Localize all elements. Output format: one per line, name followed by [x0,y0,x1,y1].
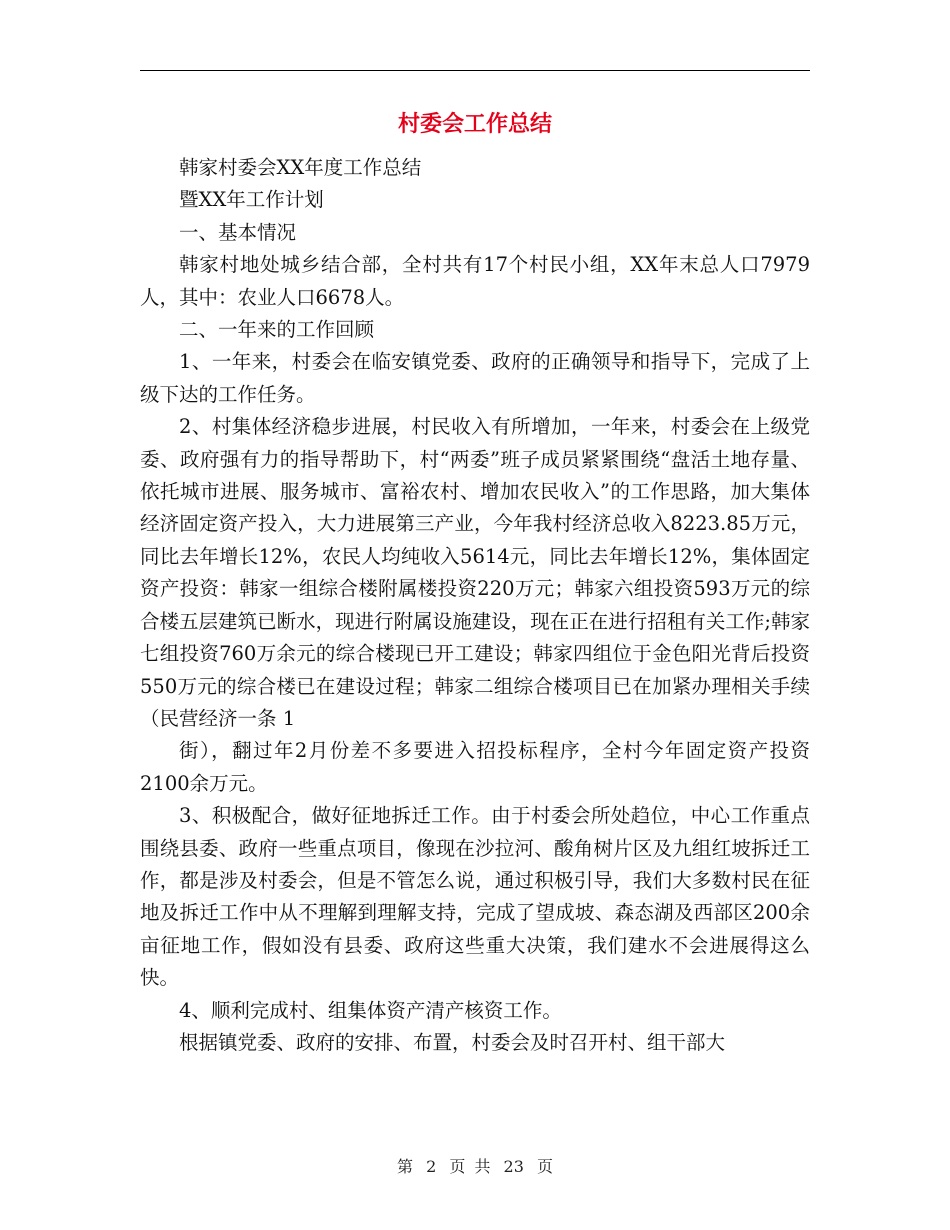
footer-total-pages: 23 [503,1157,524,1176]
document-body [140,152,810,1059]
paragraph: 一、基本情况 [179,220,297,244]
paragraph: 1、一年来，村委会在临安镇党委、政府的正确领导和指导下，完成了上级下达的工作任务。 [140,350,810,406]
paragraph: 街），翻过年2月份差不多要进入招投标程序，全村今年固定资产投资2100余万元。 [140,739,810,795]
paragraph: 韩家村委会XX年度工作总结 [179,156,422,179]
header-rule [140,70,810,71]
footer-suffix: 页 [537,1157,554,1176]
page-footer [0,1154,950,1177]
paragraph: 根据镇党委、政府的安排、布置，村委会及时召开村、组干部大 [179,1030,726,1054]
paragraph: 3、积极配合，做好征地拆迁工作。由于村委会所处趋位，中心工作重点围绕县委、政府一些重点项目，像现在沙拉河、酸角树片区及九组红坡拆迁工作，都是涉及村委会，但是不管怎么说，通过积极引导，我们大多数村民在征地及拆迁工作中从不理解到理解支持，完成了望成坡、森态湖及西部区200余亩征地工作，假如没有县委、政府这些重大决策，我们建水不会进展得这么快。 [140,804,810,990]
footer-page-number: 2 [426,1157,437,1176]
document-title: 村委会工作总结 [397,112,552,137]
paragraph: 4、顺利完成村、组集体资产清产核资工作。 [179,998,562,1022]
paragraph: 暨XX年工作计划 [179,188,324,212]
paragraph: 2、村集体经济稳步进展，村民收入有所增加，一年来，村委会在上级党委、政府强有力的指导帮助下，村“两委”班子成员紧紧围绕“盘活土地存量、依托城市进展、服务城市、富裕农村、增加农民收入”的工作思路，加大集体经济固定资产投入，大力进展第三产业，今年我村经济总收入8223.85万元，同比去年增长12%，农民人均纯收入5614元，同比去年增长12%，集体固定资产投资：韩家一组综合楼附属楼投资220万元；韩家六组投资593万元的综合楼五层建筑已断水，现进行附属设施建设，现在正在进行招租有关工作;韩家七组投资760万余元的综合楼现已开工建设；韩家四组位于金色阳光背后投资550万元的综合楼已在建设过程；韩家二组综合楼项目已在加紧办理相关手续（民营经济一条 1 [140,415,810,730]
paragraph: 二、一年来的工作回顾 [179,318,375,342]
paragraph: 韩家村地处城乡结合部，全村共有17个村民小组，XX年末总人口7979人，其中：农业人口6678人。 [140,253,810,309]
footer-middle: 页 共 [449,1157,491,1176]
footer-prefix: 第 [396,1157,413,1176]
